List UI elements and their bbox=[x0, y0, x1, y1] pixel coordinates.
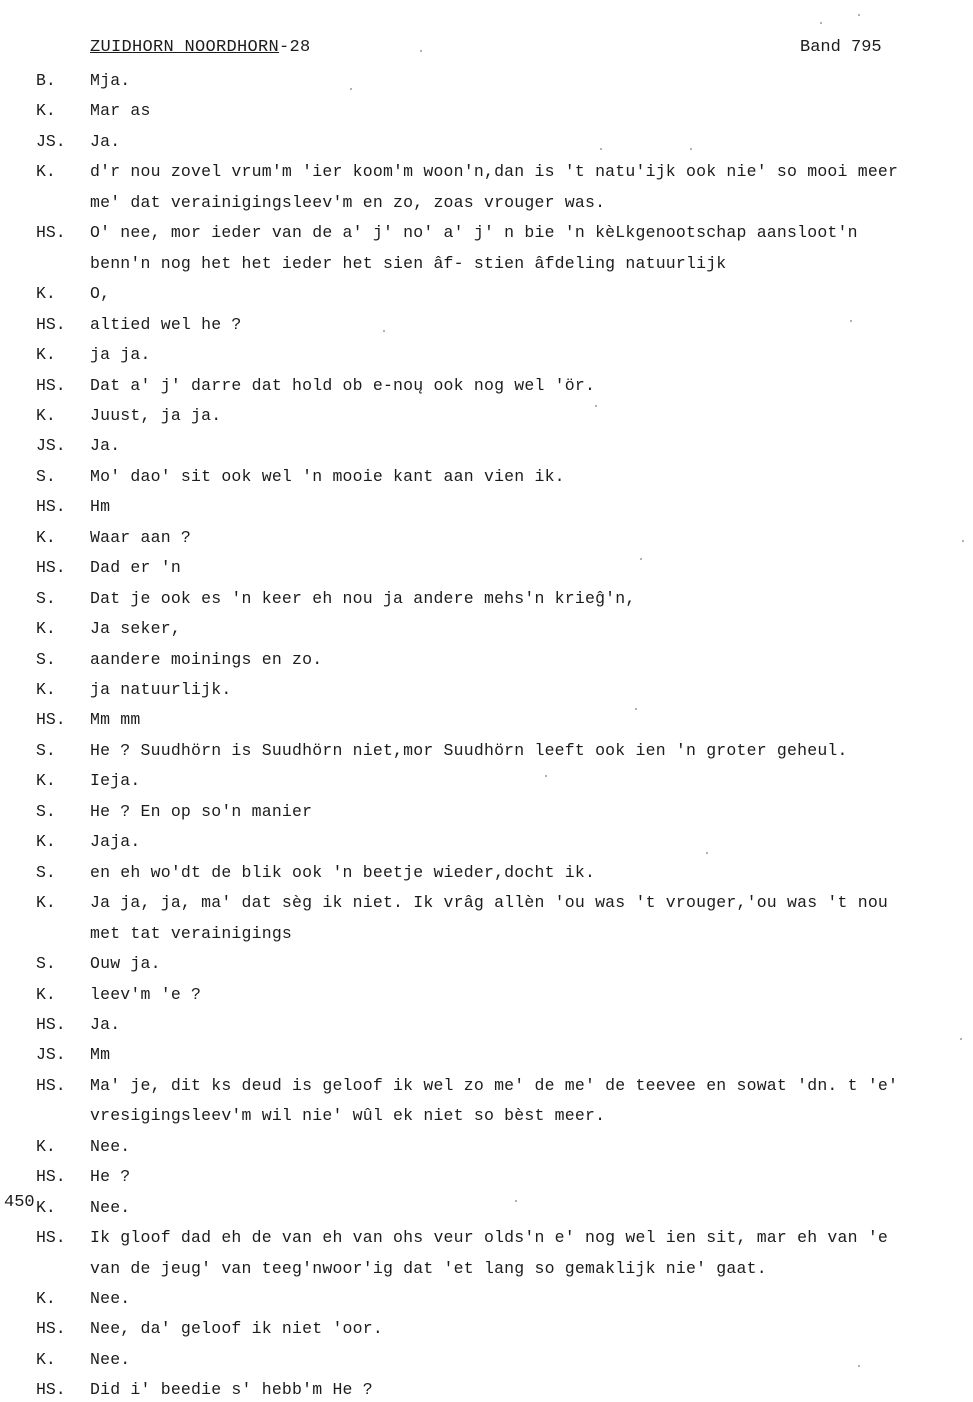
utterance-text: Ja seker, bbox=[90, 619, 181, 639]
transcript-line bbox=[0, 891, 973, 915]
utterance-text: d'r nou zovel vrum'm 'ier koom'm woon'n,dan is 't natu'ijk ook nie' so mooi meer bbox=[90, 162, 899, 182]
speaker-label: HS. bbox=[36, 1167, 66, 1187]
transcript-line bbox=[0, 1378, 973, 1402]
speaker-label: K. bbox=[36, 1136, 56, 1156]
speaker-label: HS. bbox=[36, 497, 66, 517]
transcript-line bbox=[0, 313, 973, 337]
speaker-label: K. bbox=[36, 345, 56, 365]
speaker-label: JS. bbox=[36, 436, 66, 456]
transcript-line bbox=[0, 830, 973, 854]
speaker-label: HS. bbox=[36, 1380, 66, 1400]
speaker-label: S. bbox=[36, 649, 56, 669]
utterance-text: Ik gloof dad eh de van eh van ohs veur olds'n e' nog wel ien sit, mar eh van 'e bbox=[90, 1228, 889, 1248]
speaker-label: S. bbox=[36, 588, 56, 608]
scan-speck bbox=[690, 148, 692, 150]
scan-speck bbox=[420, 50, 422, 52]
transcript-line bbox=[0, 1348, 973, 1372]
utterance-text: He ? bbox=[90, 1167, 131, 1187]
transcript-line bbox=[0, 1043, 973, 1067]
speaker-label: S. bbox=[36, 801, 56, 821]
transcript-line bbox=[0, 983, 973, 1007]
transcript-line bbox=[0, 99, 973, 123]
utterance-text: Dad er 'n bbox=[90, 558, 181, 578]
transcript-line bbox=[0, 160, 973, 184]
utterance-text: Dat a' j' darre dat hold ob e-noų ook nog wel 'ör. bbox=[90, 375, 596, 395]
speaker-label: K. bbox=[36, 101, 56, 121]
utterance-text: Nee. bbox=[90, 1349, 131, 1369]
scan-speck bbox=[545, 775, 547, 777]
speaker-label: K. bbox=[36, 284, 56, 304]
speaker-label: HS. bbox=[36, 1319, 66, 1339]
transcript-line bbox=[0, 739, 973, 763]
transcript-line bbox=[0, 404, 973, 428]
speaker-label: JS. bbox=[36, 1045, 66, 1065]
speaker-label: K. bbox=[36, 984, 56, 1004]
transcript-line bbox=[0, 1104, 973, 1128]
utterance-text: Waar aan ? bbox=[90, 527, 192, 547]
utterance-text: Mm mm bbox=[90, 710, 141, 730]
transcript-line bbox=[0, 617, 973, 641]
transcript-line bbox=[0, 769, 973, 793]
utterance-text: He ? En op so'n manier bbox=[90, 801, 313, 821]
scan-speck bbox=[640, 558, 642, 560]
utterance-text: O, bbox=[90, 284, 111, 304]
scan-speck bbox=[383, 330, 385, 332]
scan-speck bbox=[600, 148, 602, 150]
utterance-text: leev'm 'e ? bbox=[90, 984, 202, 1004]
speaker-label: HS. bbox=[36, 710, 66, 730]
utterance-text: Ja ja, ja, ma' dat sèg ik niet. Ik vrâg allèn 'ou was 't vrouger,'ou was 't nou bbox=[90, 893, 889, 913]
utterance-text: Hm bbox=[90, 497, 111, 517]
utterance-text: Nee. bbox=[90, 1197, 131, 1217]
speaker-label: S. bbox=[36, 954, 56, 974]
scan-speck bbox=[962, 540, 964, 542]
utterance-text: Dat je ook es 'n keer eh nou ja andere mehs'n krieĝ'n, bbox=[90, 588, 636, 608]
transcript-line bbox=[0, 952, 973, 976]
utterance-text: altied wel he ? bbox=[90, 314, 242, 334]
speaker-label: S. bbox=[36, 466, 56, 486]
utterance-text: O' nee, mor ieder van de a' j' no' a' j' n bie 'n kèLkgenootschap aansloot'n bbox=[90, 223, 858, 243]
utterance-text: Nee. bbox=[90, 1136, 131, 1156]
utterance-text: Mar as bbox=[90, 101, 151, 121]
scan-speck bbox=[595, 405, 597, 407]
transcript-line bbox=[0, 69, 973, 93]
speaker-label: HS. bbox=[36, 375, 66, 395]
utterance-text: ja natuurlijk. bbox=[90, 680, 232, 699]
speaker-label: HS. bbox=[36, 1228, 66, 1248]
utterance-text: met tat verainigings bbox=[90, 923, 293, 943]
utterance-text: ja ja. bbox=[90, 345, 151, 365]
utterance-text: vresigingsleev'm wil nie' wûl ek niet so bèst meer. bbox=[90, 1106, 606, 1126]
transcript-line bbox=[0, 130, 973, 154]
speaker-label: S. bbox=[36, 862, 56, 882]
speaker-label: K. bbox=[36, 405, 56, 425]
utterance-text: aandere moinings en zo. bbox=[90, 649, 323, 669]
header-place: ZUIDHORN NOORDHORN bbox=[90, 38, 280, 57]
scan-speck bbox=[820, 22, 822, 24]
speaker-label: K. bbox=[36, 619, 56, 639]
transcript-line bbox=[0, 678, 973, 702]
transcript-line bbox=[0, 495, 973, 519]
utterance-text: Juust, ja ja. bbox=[90, 405, 222, 425]
utterance-text: Ja. bbox=[90, 131, 121, 151]
speaker-label: HS. bbox=[36, 314, 66, 334]
speaker-label: K. bbox=[36, 832, 56, 852]
utterance-text: van de jeug' van teeg'nwoor'ig dat 'et lang so gemaklijk nie' gaat. bbox=[90, 1258, 767, 1278]
utterance-text: Mja. bbox=[90, 71, 131, 90]
speaker-label: HS. bbox=[36, 1014, 66, 1034]
utterance-text: Mm bbox=[90, 1045, 111, 1065]
transcript-line bbox=[0, 648, 973, 672]
scan-speck bbox=[635, 708, 637, 710]
speaker-label: HS. bbox=[36, 1075, 66, 1095]
transcript-line bbox=[0, 1135, 973, 1159]
transcript-line bbox=[0, 1226, 973, 1250]
scan-speck bbox=[350, 88, 352, 90]
utterance-text: Ieja. bbox=[90, 771, 141, 791]
transcript-line bbox=[0, 861, 973, 885]
header-number: -28 bbox=[279, 38, 311, 57]
transcript-line bbox=[0, 1257, 973, 1281]
utterance-text: Ma' je, dit ks deud is geloof ik wel zo me' de me' de teevee en sowat 'dn. t 'e' bbox=[90, 1075, 899, 1095]
utterance-text: He ? Suudhörn is Suudhörn niet,mor Suudhörn leeft ook ien 'n groter geheul. bbox=[90, 740, 848, 760]
transcript-line bbox=[0, 434, 973, 458]
speaker-label: JS. bbox=[36, 131, 66, 151]
transcript-line bbox=[0, 1196, 973, 1220]
band-label: Band 795 bbox=[800, 38, 882, 57]
speaker-label: HS. bbox=[36, 223, 66, 243]
speaker-label: K. bbox=[36, 893, 56, 913]
scan-speck bbox=[858, 14, 860, 16]
transcript-line bbox=[0, 465, 973, 489]
speaker-label: K. bbox=[36, 1349, 56, 1369]
transcript-line bbox=[0, 526, 973, 550]
speaker-label: K. bbox=[36, 1197, 56, 1217]
document-header bbox=[90, 38, 311, 57]
speaker-label: K. bbox=[36, 1289, 56, 1308]
transcript-line bbox=[0, 708, 973, 732]
transcript-line bbox=[0, 556, 973, 580]
transcript-line bbox=[0, 800, 973, 824]
transcript-line bbox=[0, 252, 973, 276]
transcript-line bbox=[0, 587, 973, 611]
utterance-text: Nee, da' geloof ik niet 'oor. bbox=[90, 1319, 383, 1339]
speaker-label: B. bbox=[36, 71, 56, 90]
scan-speck bbox=[706, 852, 708, 854]
utterance-text: me' dat verainigingsleev'm en zo, zoas vrouger was. bbox=[90, 192, 606, 212]
utterance-text: Ouw ja. bbox=[90, 954, 161, 974]
margin-line-number: 450 bbox=[4, 1193, 35, 1212]
speaker-label: K. bbox=[36, 771, 56, 791]
utterance-text: benn'n nog het het ieder het sien âf- stien âfdeling natuurlijk bbox=[90, 253, 727, 273]
transcript-line bbox=[0, 1317, 973, 1341]
transcript-line bbox=[0, 221, 973, 245]
scan-speck bbox=[850, 320, 852, 322]
transcript-line bbox=[0, 1287, 973, 1311]
transcript-line bbox=[0, 1074, 973, 1098]
speaker-label: K. bbox=[36, 527, 56, 547]
transcript-line bbox=[0, 922, 973, 946]
scan-speck bbox=[515, 1200, 517, 1202]
utterance-text: en eh wo'dt de blik ook 'n beetje wieder,docht ik. bbox=[90, 862, 596, 882]
speaker-label: HS. bbox=[36, 558, 66, 578]
speaker-label: K. bbox=[36, 680, 56, 699]
scan-speck bbox=[960, 1038, 962, 1040]
transcript-line bbox=[0, 1165, 973, 1189]
transcript-line bbox=[0, 1013, 973, 1037]
speaker-label: S. bbox=[36, 740, 56, 760]
utterance-text: Jaja. bbox=[90, 832, 141, 852]
speaker-label: K. bbox=[36, 162, 56, 182]
transcript-line bbox=[0, 191, 973, 215]
transcript-line bbox=[0, 282, 973, 306]
utterance-text: Mo' dao' sit ook wel 'n mooie kant aan vien ik. bbox=[90, 466, 565, 486]
utterance-text: Did i' beedie s' hebb'm He ? bbox=[90, 1380, 373, 1400]
utterance-text: Ja. bbox=[90, 1014, 121, 1034]
utterance-text: Ja. bbox=[90, 436, 121, 456]
utterance-text: Nee. bbox=[90, 1289, 131, 1308]
transcript-line bbox=[0, 374, 973, 398]
scan-speck bbox=[858, 1365, 860, 1367]
transcript-line bbox=[0, 343, 973, 367]
